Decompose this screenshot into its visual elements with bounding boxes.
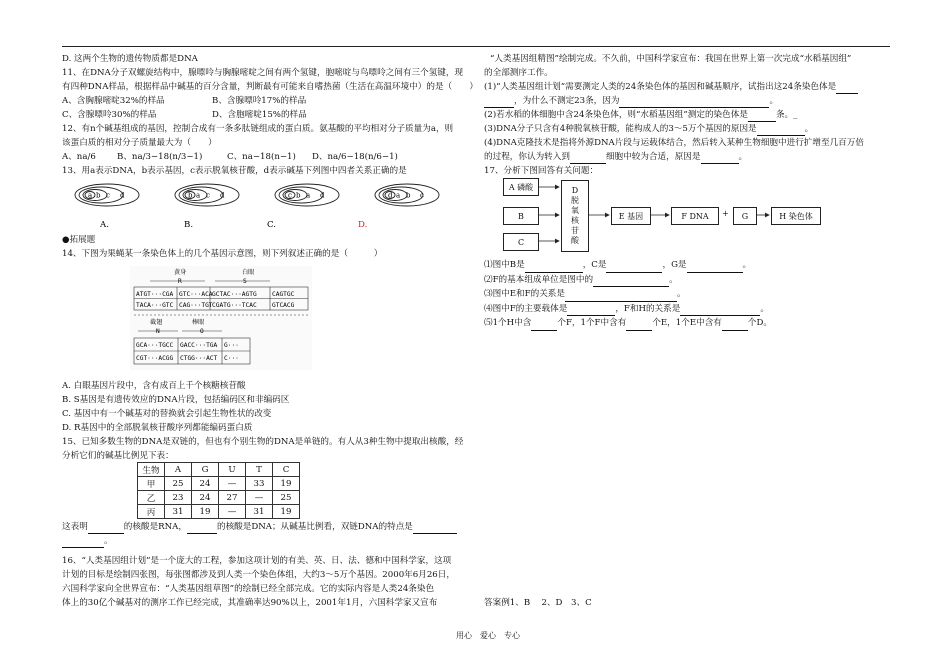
q16-sub1-line2: ，为什么不测定23条，因为 。 [484, 94, 894, 108]
q17-sub5 [484, 316, 894, 331]
top-strand1-seg1: ATGT···CGA [136, 291, 174, 298]
flow-box-f: F DNA [671, 207, 719, 225]
table-cell: 25 [273, 491, 300, 505]
table-row [138, 505, 300, 519]
q15-blank-3[interactable] [413, 523, 457, 534]
q17-blank-3[interactable] [687, 262, 743, 273]
q14-stem: 14、下图为果蝇某一条染色体上的几个基因示意图，则下列叙述正确的是（ ） [62, 249, 383, 259]
flow-box-g: G [733, 207, 757, 225]
table-header: U [219, 463, 246, 477]
q17-stem: 17、分析下图回答有关问题： [484, 166, 599, 176]
q17-blank-8[interactable] [531, 320, 557, 331]
top-strand2-seg4: GTCACG [272, 302, 295, 309]
table-cell: 24 [192, 477, 219, 491]
venn-a-letter-b: b [96, 191, 101, 200]
q14-option-b: B. S基因是有遗传效应的DNA片段，包括编码区和非编码区 [62, 395, 290, 405]
table-cell: 丙 [138, 505, 165, 519]
table-cell: 甲 [138, 477, 165, 491]
venn-c-letter-a: a [306, 191, 311, 200]
flow-box-e: E 基因 [611, 207, 651, 225]
section-title: ●拓展题 [62, 235, 96, 245]
table-cell: — [246, 491, 273, 505]
q16-sub4-text-b: 的过程，你认为转入到 [484, 152, 570, 162]
venn-c-letter-c: c [288, 191, 292, 200]
q12-option-c: C、na−18(n−1) [227, 152, 296, 162]
q15-blank-1[interactable] [88, 523, 124, 534]
venn-d-letter-b: b [406, 191, 411, 200]
q17-sub5-text-d: 个D。 [747, 318, 772, 328]
q16-sub2-text-b: 条。_ [775, 110, 798, 120]
q16-line-3: 六国科学家向全世界宣布：“人类基因组草图”的绘制已经全部完成。它的实际内容是人类24条染色 [62, 584, 435, 594]
q17-sub5-text-a: ⑸1个H中含 [484, 318, 532, 328]
q16-line-1: 16、“人类基因组计划”是一个庞大的工程，参加这项计划的有美、英、日、法、德和中国科学家，这项 [62, 556, 452, 566]
q15-16-block [62, 520, 467, 610]
q17-blank-10[interactable] [722, 320, 748, 331]
q17-blank-5[interactable] [565, 291, 677, 302]
q17-sub1: ⑴图中B是 ，C是 ，G是 。 [484, 258, 894, 273]
bottom-strand1-seg2: GACC···TGA [180, 342, 218, 349]
q17-sub5-text-b: 个F，1个F中含有 [557, 318, 627, 328]
venn-d-letter-c: c [420, 191, 424, 200]
top-strand1-seg2: GTC···ACA [179, 291, 213, 298]
table-cell: 27 [219, 491, 246, 505]
q17-blank-4[interactable] [593, 276, 669, 287]
table-header: 生物 [138, 463, 165, 477]
q11-option-d: D、含胞嘧啶15%的样品 [212, 110, 307, 120]
table-cell: 31 [246, 505, 273, 519]
q12-option-b: B、na/3−18(n/3−1) [117, 152, 203, 162]
q16-sub4-text-c: 细胞中较为合适，原因是 [605, 152, 701, 162]
q17-sub1-text-c: ，G是 [662, 260, 687, 270]
venn-label-a: A. [100, 220, 109, 230]
q17-sub1-text-a: ⑴图中B是 [484, 260, 525, 270]
gene-svg [130, 266, 312, 370]
gene-label-cut-wing: 截翅 [150, 319, 163, 326]
flow-plus: + [722, 209, 729, 218]
q15-blank-4[interactable] [62, 537, 104, 548]
q17-sub2-text: ⑵F的基本组成单位是图中的 [484, 274, 594, 285]
q16-sub3-text: (3)DNA分子只含有4种脱氧核苷酸，能构成人的3～5万个基因的原因是 [484, 124, 757, 134]
q11-option-c: C、含腺嘌呤30%的样品 [62, 110, 157, 120]
q14-block [62, 233, 467, 261]
gene-label-bar-eye: 棒眼 [192, 319, 205, 326]
q16-sub1-text-b: ，为什么不测定23条，因为 [514, 96, 620, 106]
q17-sub5-text-c: 个E，1个E中含有 [652, 318, 722, 328]
flow-box-a: A 磷酸 [503, 178, 539, 196]
flow-box-b: B [503, 207, 539, 225]
table-header-row [138, 463, 300, 477]
q17-sub4-text-a: ⑷图中F的主要载体是 [484, 303, 568, 314]
gene-label-yellow-body: 黄身 [174, 269, 187, 276]
q16-blank-1[interactable] [836, 83, 858, 94]
q12-line-1: 12、有n个碱基组成的基因，控制合成有一条多肽链组成的蛋白质。氨基酸的平均相对分子质量为a，则 [62, 124, 454, 134]
table-cell: — [219, 505, 246, 519]
q15-line-1: 15、已知多数生物的DNA是双链的，但也有个别生物的DNA是单链的。有人从3种生物中提取出核酸，经 [62, 437, 464, 447]
q10-option-d: D. 这两个生物的遗传物质都是DNA [62, 54, 198, 64]
table-cell: 31 [165, 505, 192, 519]
q13-venn-diagrams [62, 179, 467, 231]
bottom-strand2-seg3: C··· [224, 355, 239, 362]
gene-o: O [200, 328, 204, 335]
gene-diagram [130, 266, 312, 374]
flow-box-c: C [503, 233, 539, 251]
q16-line-4: 体上的30亿个碱基对的测序工作已经完成，其准确率达90%以上，2001年1月，六国科学家又宣布 [62, 598, 438, 608]
q17-sub3-text: ⑶图中E和F的关系是 [484, 289, 565, 299]
table-row [138, 491, 300, 505]
venn-d-letter-d: d [388, 191, 393, 200]
venn-label-c: C. [267, 220, 277, 230]
flow-box-d: D 脱 氧 核 苷 酸 [561, 180, 589, 252]
q12-option-a: A、na/6 [62, 152, 96, 162]
page-footer: 用心 爱心 专心 [456, 631, 520, 640]
q11-option-a: A、含胸腺嘧啶32%的样品 [62, 96, 165, 106]
q16-sub4-line2: 的过程，你认为转入到 细胞中较为合适，原因是 。 [484, 152, 748, 162]
q17-questions [484, 258, 894, 331]
q15-line-2: 分析它们的碱基比例见下表： [62, 451, 174, 461]
q17-sub4-text-b: ，F和H的关系是 [615, 303, 681, 314]
q16-sub1-line1 [484, 80, 894, 94]
bottom-strand1-seg3: G··· [224, 342, 239, 349]
table-header: A [165, 463, 192, 477]
q17-blank-7[interactable] [680, 305, 760, 316]
q17-sub3: ⑶图中E和F的关系是 。 [484, 287, 894, 302]
top-strand2-seg1: TACA···GTC [136, 302, 174, 309]
bottom-strand2-seg2: CTGG···ACT [180, 355, 218, 362]
venn-b-letter-c: c [206, 191, 210, 200]
q17-sub2: ⑵F的基本组成单位是图中的 。 [484, 273, 894, 288]
q15-continuation-line: 。 [62, 534, 467, 548]
top-strand1-seg3: GCTAC···AGTG [212, 291, 257, 298]
q17-blank-9[interactable] [626, 320, 652, 331]
q16-sub1-text: (1)“人类基因组计划”需要测定人类的24条染色体的基因和碱基顺序，试指出这24条染色体是 [484, 82, 837, 92]
q14-option-c: C. 基因中有一个碱基对的替换就会引起生物性状的改变 [62, 409, 272, 419]
q16-intro-1: “人类基因组精图”绘制完成。不久前，中国科学家宣布：我国在世界上第一次完成“水稻基因组” [490, 54, 852, 64]
venn-a-letter-d: d [120, 191, 125, 200]
venn-b-letter-d: d [220, 191, 225, 200]
q11-options-row-2 [62, 108, 467, 122]
venn-d [375, 184, 439, 206]
q17-blank-2[interactable] [606, 262, 662, 273]
bottom-strand2-seg1: CGT···ACGG [136, 355, 174, 362]
answer-key: 答案例1、B 2、D 3、C [484, 598, 592, 608]
q11-line-2: 有四种DNA样品，根据样品中碱基的百分含量，判断最有可能来自嗜热菌（生活在高温环境中）的是（ ） [62, 82, 478, 92]
q17-flow-diagram [497, 178, 837, 256]
gene-s: S [243, 278, 247, 285]
q12-options [62, 150, 467, 164]
venn-a-letter-c: c [106, 191, 110, 200]
venn-a-letter-a: a [88, 191, 93, 200]
table-cell: 乙 [138, 491, 165, 505]
q14-option-d: D. R基因中的全部脱氧核苷酸序列都能编码蛋白质 [62, 423, 253, 433]
q17-blank-6[interactable] [567, 305, 615, 316]
q15-answer-line [62, 520, 467, 534]
q16-blank-7[interactable] [701, 153, 739, 164]
q16-sub3: (3)DNA分子只含有4种脱氧核苷酸，能构成人的3～5万个基因的原因是 。 [484, 124, 814, 134]
table-cell: 23 [165, 491, 192, 505]
table-cell: — [219, 477, 246, 491]
venn-a [75, 184, 139, 206]
table-row [138, 477, 300, 491]
q17-blank-1[interactable] [525, 262, 583, 273]
q13-stem: 13、用a表示DNA，b表示基因，c表示脱氧核苷酸，d表示碱基下列图中四者关系正确的是 [62, 166, 407, 176]
table-header: G [192, 463, 219, 477]
table-cell: 24 [192, 491, 219, 505]
venn-label-d: D. [358, 220, 368, 230]
right-column [484, 52, 894, 178]
q17-sub4: ⑷图中F的主要载体是 ，F和H的关系是 。 [484, 302, 894, 317]
venn-svg [62, 179, 467, 231]
table-cell: 19 [192, 505, 219, 519]
q16-sub4-line1: (4)DNA克隆技术是指将外源DNA片段与运载体结合，然后转入某种生物细胞中进行扩增至几百万倍 [484, 138, 864, 148]
venn-c-letter-d: d [320, 191, 325, 200]
q11-option-b: B、含腺嘌呤17%的样品 [212, 96, 307, 106]
left-column [62, 52, 478, 178]
header-rule [62, 46, 890, 47]
q14-options-block [62, 379, 467, 463]
table-cell: 25 [165, 477, 192, 491]
q16-blank-6[interactable] [570, 153, 606, 164]
q15-text-a: 这表明 [62, 522, 88, 532]
gene-r: R [178, 278, 182, 285]
table-cell: 19 [273, 477, 300, 491]
base-ratio-table [137, 462, 300, 519]
q11-line-1: 11、在DNA分子双螺旋结构中，腺嘌呤与胸腺嘧啶之间有两个氢键，胞嘧啶与鸟嘌呤之间有三个氢键，现 [62, 68, 464, 78]
q16-sub2 [484, 108, 894, 122]
venn-d-letter-a: a [396, 191, 401, 200]
table-header: C [273, 463, 300, 477]
q16-line-2: 计划的目标是绘制四张图，每张图都涉及到人类一个染色体组，大约3～5万个基因。2000年6月26日， [62, 570, 455, 580]
q16-blank-5[interactable] [757, 125, 805, 136]
q16-blank-2[interactable] [484, 97, 514, 108]
venn-b [175, 184, 239, 206]
table-cell: 33 [246, 477, 273, 491]
q16-intro-2: 的全部测序工作。 [484, 68, 553, 78]
q15-text-b: 的核酸是RNA， [123, 522, 187, 532]
q12-option-d: D、na/6−18(n/6−1) [312, 152, 398, 162]
q11-options-row-1 [62, 94, 467, 108]
q15-blank-2[interactable] [187, 523, 217, 534]
q16-blank-4[interactable] [748, 111, 776, 122]
q12-line-2: 该蛋白质的相对分子质量最大为（ ） [62, 138, 217, 148]
top-strand1-seg4: CAGTGC [272, 291, 295, 298]
top-strand2-seg3: CGATG···TCAC [212, 302, 257, 309]
q16-blank-3[interactable] [619, 97, 769, 108]
top-strand2-seg2: CAG···TGT [179, 302, 213, 309]
venn-b-letter-a: a [196, 191, 201, 200]
q16-sub2-text: (2)若水稻的体细胞中含24条染色体，则“水稻基因组”测定的染色体是 [484, 110, 748, 120]
gene-label-white-eye: 白眼 [242, 269, 255, 276]
q14-option-a: A. 白眼基因片段中，含有成百上千个核糖核苷酸 [62, 381, 246, 391]
q15-text-c: 的核酸是DNA；从碱基比例看，双链DNA的特点是 [216, 522, 413, 532]
venn-b-letter-b: b [188, 191, 193, 200]
table-header: T [246, 463, 273, 477]
flow-box-h: H 染色体 [771, 207, 821, 225]
table-cell: 19 [273, 505, 300, 519]
gene-n: N [156, 328, 160, 335]
bottom-strand1-seg1: GCA···TGCC [136, 342, 174, 349]
venn-label-b: B. [184, 220, 194, 230]
venn-c-letter-b: b [296, 191, 301, 200]
venn-c [275, 184, 339, 206]
q17-sub1-text-b: ，C是 [582, 260, 607, 270]
